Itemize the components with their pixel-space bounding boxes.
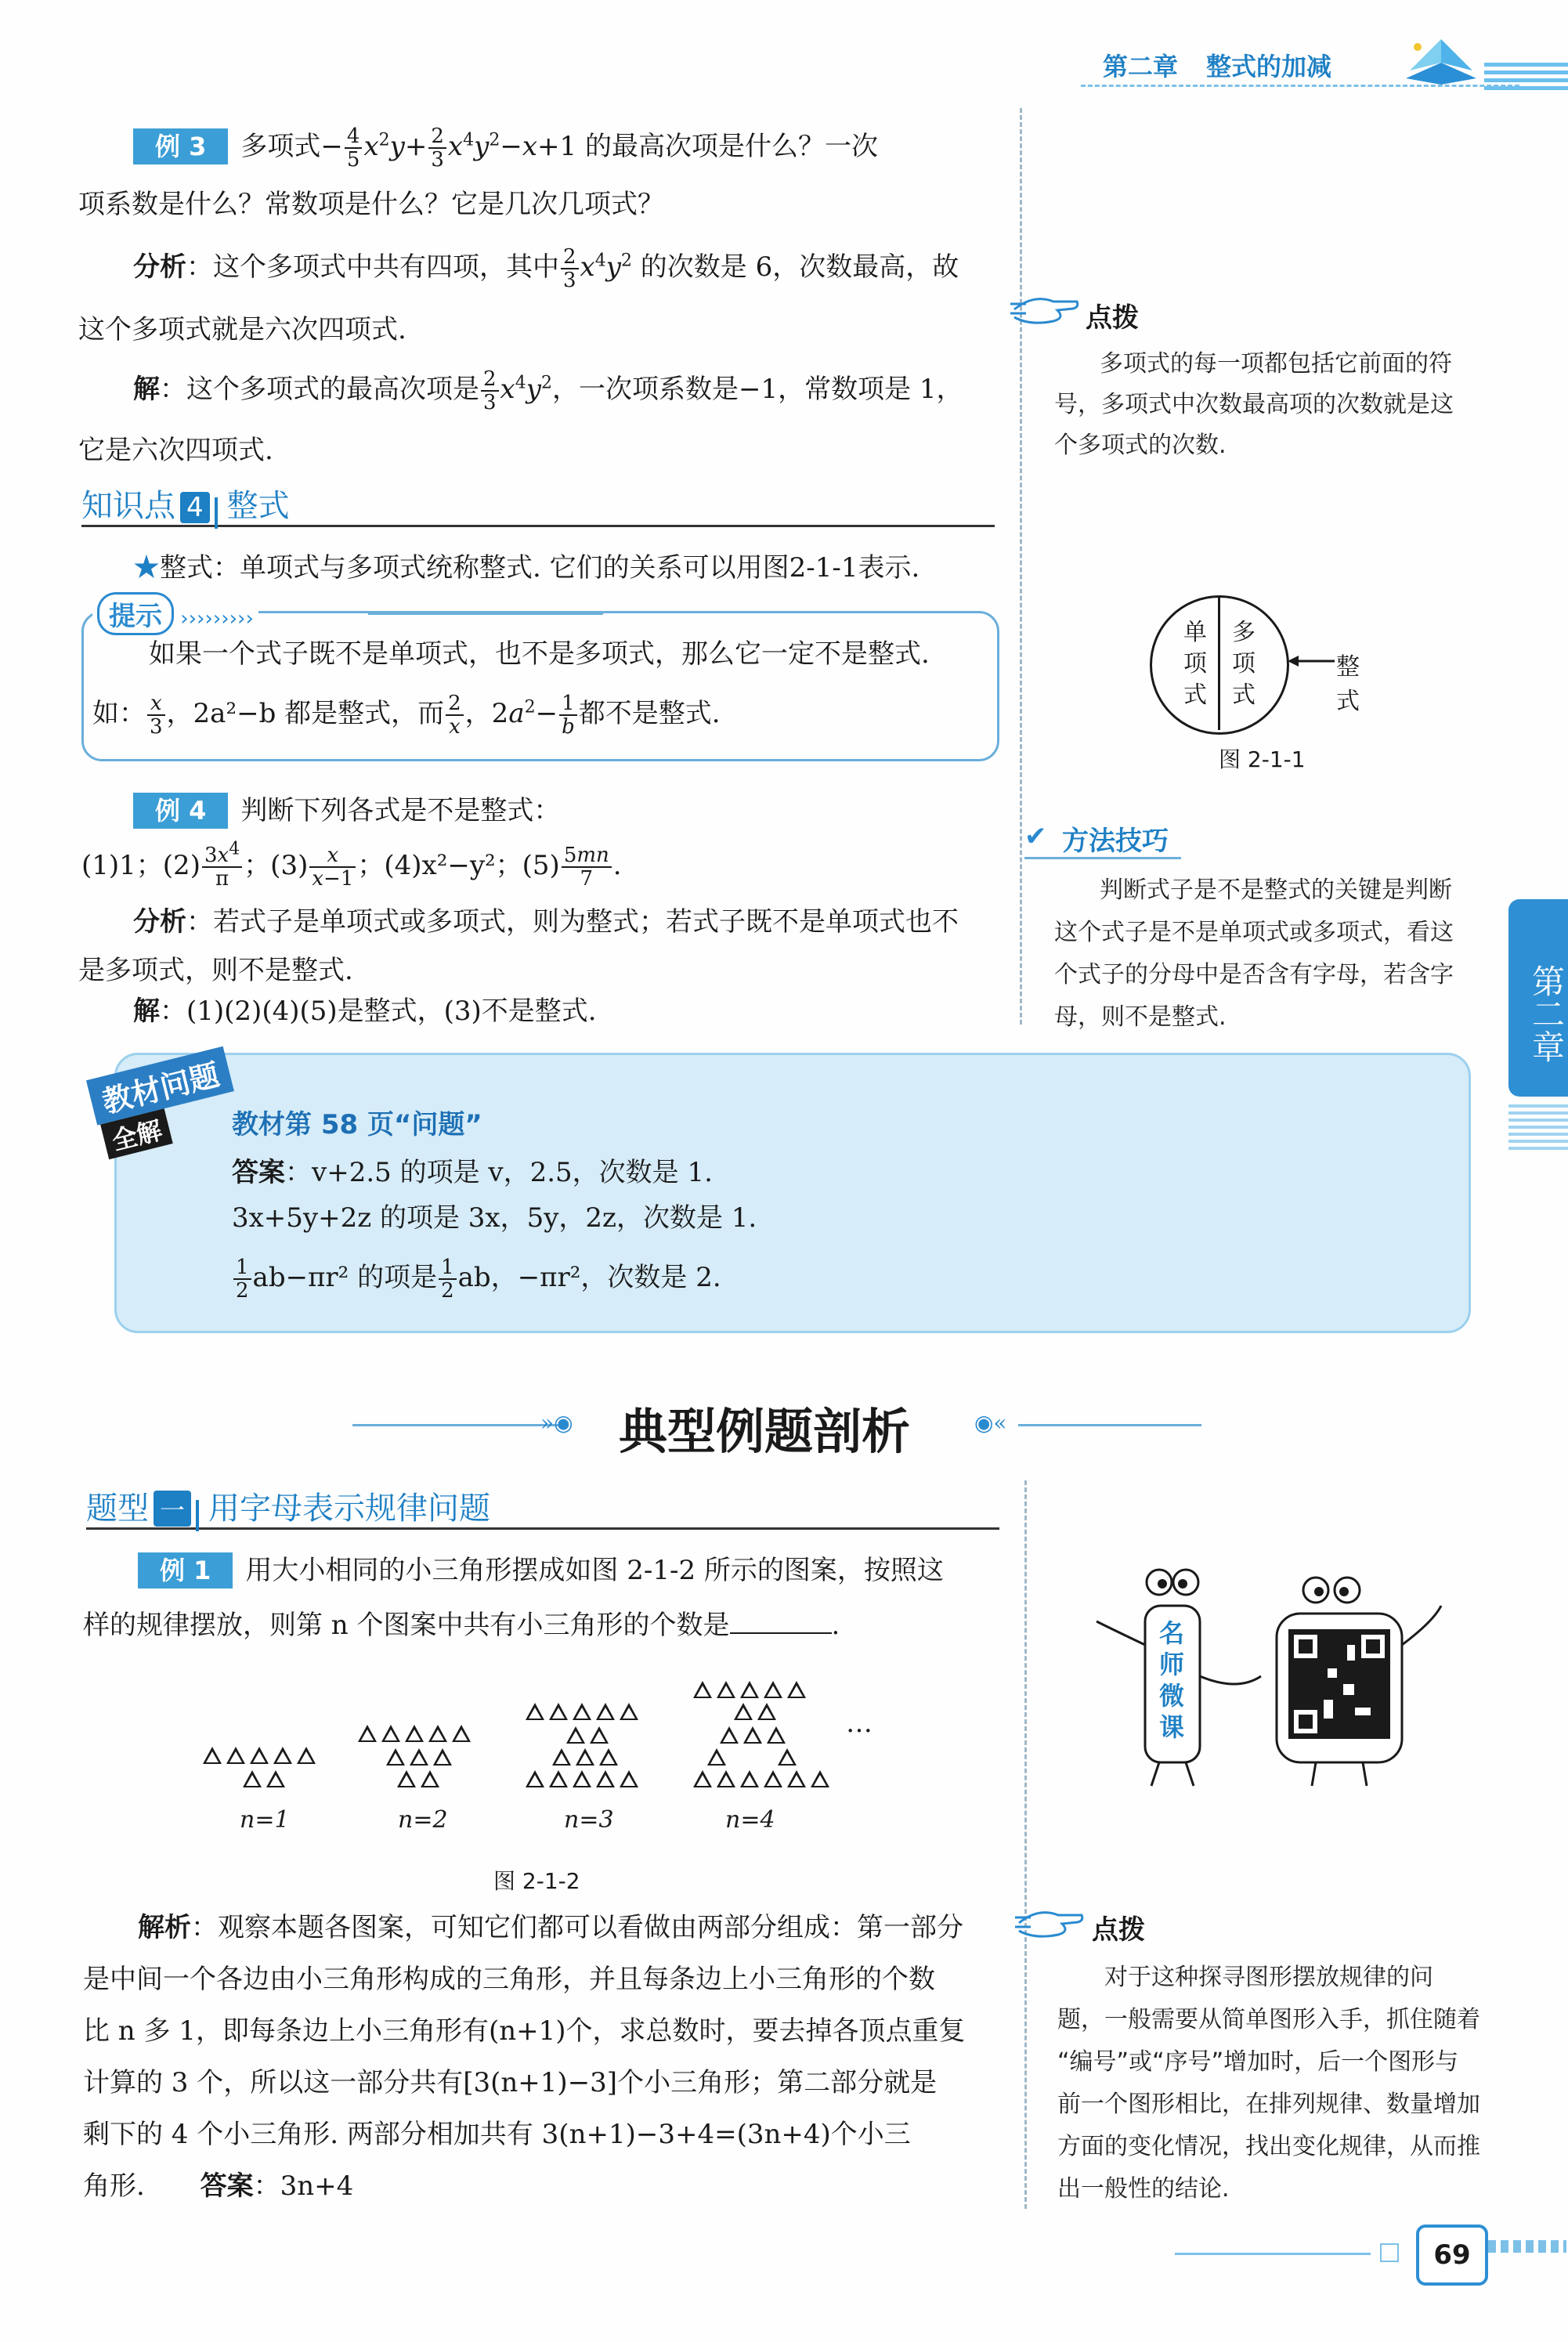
check-icon: ✔ (1024, 821, 1047, 852)
diagram-caption: 图 2-1-1 (1219, 746, 1306, 772)
tip-label: 提示 (97, 592, 174, 635)
diagram-right-1: 项 (1232, 650, 1255, 678)
pattern1-bottom (240, 1770, 287, 1791)
side3-line4: 方面的变化情况，找出变化规律，从而推 (1057, 2133, 1480, 2160)
pattern3-top (523, 1703, 641, 1723)
frac-3x4-pi: $\frac{3x^4}{\pi}$ (202, 844, 242, 890)
diagram-divider (1218, 597, 1220, 730)
star-icon: ★ (133, 552, 160, 584)
ex1-analysis-label: 解析 (138, 1912, 191, 1943)
ex4-items: (1)1；(2) $\frac{3x^4}{\pi}$ ；(3) $\frac{x}{x-1}$ ；(4)x²−y²；(5) $\frac{5mn}{7}$ . (81, 839, 622, 891)
kp4-heading (81, 481, 995, 527)
tip-line2: 如： $\frac{x}{3}$ ，2a²−b 都是整式，而 $\frac{2}{x}$ ，$2a^2-$ $\frac{1}{b}$ 都不是整式. (92, 692, 721, 739)
header (1042, 39, 1568, 94)
type1-divider (196, 1500, 199, 1531)
textbook-line3-mid: ab−πr² 的项是 (252, 1262, 438, 1293)
ex3-analysis-post: 的次数是 6，次数最高，故 (640, 251, 959, 283)
ex1-q-line2-row: 样的规律摆放，则第 n 个图案中共有小三角形的个数是 . (83, 1610, 840, 1641)
frac-x-x1: $\frac{x}{x-1}$ (309, 844, 356, 890)
tip-line2-post: 都不是整式. (578, 698, 721, 729)
side3-line5: 出一般性的结论. (1057, 2175, 1230, 2203)
ex3-solution: 解：这个多项式的最高次项是 $\frac{2}{3}$ $x^4y^2$，一次项系数是−1，常数项是 1， (133, 367, 963, 414)
textbook-line3-end: ab，−πr²，次数是 2. (457, 1262, 721, 1293)
ex3-label: 例 3 (133, 128, 228, 164)
frac-2-3c: $\frac{2}{3}$ (481, 368, 499, 414)
side1-head: 点拨 (1086, 302, 1139, 334)
ex4-analysis-line2: 是多项式，则不是整式. (78, 955, 353, 986)
section-chevron-right: ◉« (974, 1410, 1007, 1436)
type1-label: 题型 (86, 1491, 149, 1527)
ex1-analysis-l1 (138, 1900, 963, 1955)
ex1-answer: ：3n+4 (253, 2170, 354, 2202)
pattern-ellipsis: … (846, 1708, 873, 1739)
frac-1-2a: $\frac{1}{2}$ (233, 1256, 251, 1302)
tip-arrows: ››››››››› (174, 607, 254, 631)
ex1-analysis-text-0: ：观察本题各图案，可知它们都可以看做由两部分组成：第一部分 (191, 1912, 963, 1943)
diagram-left-1: 项 (1183, 650, 1207, 678)
ex4-question (133, 783, 560, 838)
footer-dots (1488, 2240, 1566, 2253)
side2-line3: 母，则不是整式. (1054, 1003, 1227, 1031)
type1-num: 一 (154, 1491, 191, 1527)
section-rule-right (1018, 1424, 1201, 1426)
frac-4-5: $\frac{4}{5}$ (345, 125, 363, 171)
mascot-illustration (1081, 1559, 1457, 1794)
kp4-label: 知识点 (81, 488, 175, 524)
frac-1-2b: $\frac{1}{2}$ (439, 1256, 457, 1302)
pattern3-r2 (564, 1726, 611, 1747)
frac-1-b: $\frac{1}{b}$ (559, 692, 577, 738)
ex3-solution-post: ，一次项系数是−1，常数项是 1， (551, 374, 963, 405)
textbook-answer-text: ：v+2.5 的项是 v，2.5，次数是 1. (285, 1157, 713, 1188)
tip-line2-mid: ，2a²−b 都是整式，而 (166, 698, 445, 729)
ex3-solution-pre: ：这个多项式的最高次项是 (160, 374, 479, 405)
ex3-solution-label: 解 (133, 374, 160, 405)
textbook-title: 教材第 58 页“问题” (232, 1109, 482, 1140)
section-rule-left (352, 1424, 564, 1426)
side2-line0: 判断式子是不是整式的关键是判断 (1100, 876, 1452, 904)
frac-5mn-7: $\frac{5mn}{7}$ (562, 844, 612, 890)
ex1-analysis-text-5: 角形. (83, 2170, 145, 2202)
pattern3-r4 (523, 1770, 641, 1791)
textbook-line2: 3x+5y+2z 的项是 3x，5y，2z，次数是 1. (232, 1202, 757, 1234)
side1-line1: 号，多项式中次数最高项的次数就是这 (1054, 391, 1454, 418)
side3-line2: “编号”或“序号”增加时，后一个图形与 (1057, 2048, 1459, 2076)
header-title: 整式的加减 (1206, 52, 1332, 81)
side3-line0: 对于这种探寻图形摆放规律的问 (1104, 1964, 1433, 1991)
ex4-analysis-text: ：若式子是单项式或多项式，则为整式；若式子既不是单项式也不 (186, 906, 959, 938)
ex4-analysis (133, 895, 959, 949)
ex3-analysis-label: 分析 (133, 251, 186, 283)
ex4-solution-label: 解 (133, 996, 160, 1027)
frac-2-3: $\frac{2}{3}$ (428, 125, 446, 171)
diagram-right-0: 多 (1232, 619, 1255, 646)
footer-square (1380, 2243, 1399, 2262)
ex4-q: 判断下列各式是不是整式： (240, 795, 561, 826)
ex3-q-pre: 多项式− (240, 131, 343, 162)
side3-head: 点拨 (1092, 1914, 1145, 1946)
page-number: 69 (1433, 2239, 1471, 2271)
side2-line1: 这个式子是不是单项式或多项式，看这 (1054, 919, 1454, 946)
frac-2-x: $\frac{2}{x}$ (446, 692, 464, 738)
ex3-q-post: 的最高次项是什么？一次 (584, 131, 878, 162)
ex3-analysis-pre: ：这个多项式中共有四项，其中 (186, 251, 559, 283)
ex3-analysis: 分析：这个多项式中共有四项，其中 $\frac{2}{3}$ $x^4y^2$ 的次数是 6，次数最高，故 (133, 245, 959, 292)
kp4-title: 整式 (226, 488, 290, 524)
kp4-num: 4 (180, 492, 210, 523)
diagram-left-2: 式 (1183, 681, 1207, 709)
side-tab-text: 第二章 (1527, 964, 1566, 1063)
pattern4-r3 (717, 1726, 788, 1747)
ex4-items-3: ；(3) (244, 850, 309, 881)
ex1-analysis-l3: 比 n 多 1，即每条边上小三角形有(n+1)个，求总数时，要去掉各顶点重复 (83, 2015, 966, 2047)
side3-line1: 题，一般需要从简单图形入手，抓住随着 (1057, 2006, 1480, 2033)
textbook-answer-label: 答案 (232, 1157, 285, 1188)
ex3-q-line2: 项系数是什么？常数项是什么？它是几次几项式？ (78, 189, 664, 220)
tip-dash (368, 613, 603, 615)
ex4-solution (133, 984, 597, 1039)
tip-line2-pre: 如： (92, 698, 146, 729)
footer-rule (1175, 2253, 1371, 2255)
ex3-analysis-line2: 这个多项式就是六次四项式. (78, 314, 406, 345)
side2-head: 方法技巧 (1062, 826, 1169, 857)
ex1-analysis-l6 (83, 2159, 353, 2214)
ex4-items-4: ；(4)x²−y²；(5) (357, 850, 560, 881)
section-chevron-left: »◉ (540, 1410, 573, 1436)
book-icon (1402, 31, 1480, 86)
side-tab-stripes (1508, 1104, 1568, 1151)
ex1-answer-label: 答案 (200, 2170, 254, 2202)
pattern2-top (356, 1725, 473, 1745)
textbook-badge2: 全解 (100, 1108, 173, 1159)
pointing-hand-icon (1010, 290, 1081, 332)
pattern2-r3 (395, 1770, 442, 1791)
pattern-label-4: n=4 (725, 1806, 775, 1834)
ex1-analysis-l5: 剩下的 4 个小三角形. 两部分相加共有 3(n+1)−3+4=(3n+4)个小三 (83, 2119, 911, 2150)
diagram-left-0: 单 (1183, 619, 1207, 646)
chapter-side-tab (1508, 899, 1568, 1097)
diagram-arrow-label: 整式 (1336, 653, 1360, 715)
diagram-right-text (1228, 617, 1259, 711)
pointing-hand-icon-2 (1015, 1903, 1086, 1946)
side1-line0: 多项式的每一项都包括它前面的符 (1100, 350, 1452, 378)
column-divider-bottom (1024, 1480, 1027, 2209)
ex4-items-pre: (1)1；(2) (81, 850, 201, 881)
ex1-q: 用大小相同的小三角形摆成如图 2-1-2 所示的图案，按照这 (245, 1555, 944, 1586)
side1-line2: 个多项式的次数. (1054, 432, 1227, 459)
pattern-label-2: n=2 (398, 1806, 448, 1834)
fig-2-1-2-caption: 图 2-1-2 (493, 1868, 580, 1894)
ex3-solution-line2: 它是六次四项式. (78, 435, 273, 466)
diagram-2-1-1 (1150, 595, 1377, 736)
page-number-box (1416, 2225, 1488, 2286)
ex1-analysis-l2: 是中间一个各边由小三角形构成的三角形，并且每条边上小三角形的个数 (83, 1964, 935, 1995)
ex1-q-line2: 样的规律摆放，则第 n 个图案中共有小三角形的个数是 (83, 1610, 730, 1641)
ex4-analysis-label: 分析 (133, 906, 186, 938)
diagram-right-2: 式 (1232, 681, 1255, 709)
pattern2-r2 (384, 1748, 454, 1769)
ex1-label: 例 1 (138, 1552, 233, 1588)
frac-x-3: $\frac{x}{3}$ (147, 692, 165, 738)
tip-line1: 如果一个式子既不是单项式，也不是多项式，那么它一定不是整式. (149, 638, 930, 670)
pattern4-r2 (732, 1703, 779, 1723)
frac-2-3b: $\frac{2}{3}$ (561, 246, 579, 291)
diagram-arrow (1288, 653, 1335, 672)
triangle-figure (196, 1653, 901, 1856)
ex4-label: 例 4 (133, 793, 228, 829)
section-title: 典型例题剖析 (619, 1403, 911, 1460)
type1-title: 用字母表示规律问题 (208, 1491, 491, 1527)
diagram-left-text (1180, 617, 1211, 711)
ex1-question (138, 1543, 944, 1598)
kp4-text: 整式：单项式与多项式统称整式. 它们的关系可以用图2-1-1表示. (160, 552, 920, 584)
side2-line2: 个式子的分母中是否含有字母，若含字 (1054, 961, 1454, 988)
pattern-label-1: n=1 (240, 1806, 290, 1834)
ex1-analysis-l4: 计算的 3 个，所以这一部分共有[3(n+1)−3]个小三角形；第二部分就是 (83, 2067, 938, 2098)
kp4-divider (215, 497, 218, 529)
answer-blank[interactable] (730, 1609, 832, 1634)
side2-underline (1024, 857, 1181, 859)
ex4-solution-text: ：(1)(2)(4)(5)是整式，(3)不是整式. (160, 996, 597, 1027)
type1-heading (86, 1484, 999, 1530)
header-stripes (1484, 63, 1568, 94)
pattern1-top (201, 1747, 318, 1767)
side3-line3: 前一个图形相比，在排列规律、数量增加 (1057, 2091, 1480, 2118)
pattern-label-3: n=3 (564, 1806, 614, 1834)
pattern4-r4 (705, 1748, 799, 1769)
pattern3-r3 (550, 1748, 620, 1769)
textbook-line3 (232, 1250, 721, 1305)
kp4-text-row (133, 540, 919, 595)
pattern4-top (691, 1681, 808, 1701)
ex3-question: 例 3 多项式− $\frac{4}{5}$ $x^2y+$ $\frac{2}{3}$ $x^4y^2-x+1$ 的最高次项是什么？一次 (133, 119, 1010, 174)
pattern4-r5 (691, 1770, 832, 1791)
mascot-label: 名师微课 (1159, 1618, 1185, 1742)
header-chapter: 第二章 (1103, 52, 1179, 81)
textbook-badge1: 教材问题 (86, 1046, 234, 1126)
